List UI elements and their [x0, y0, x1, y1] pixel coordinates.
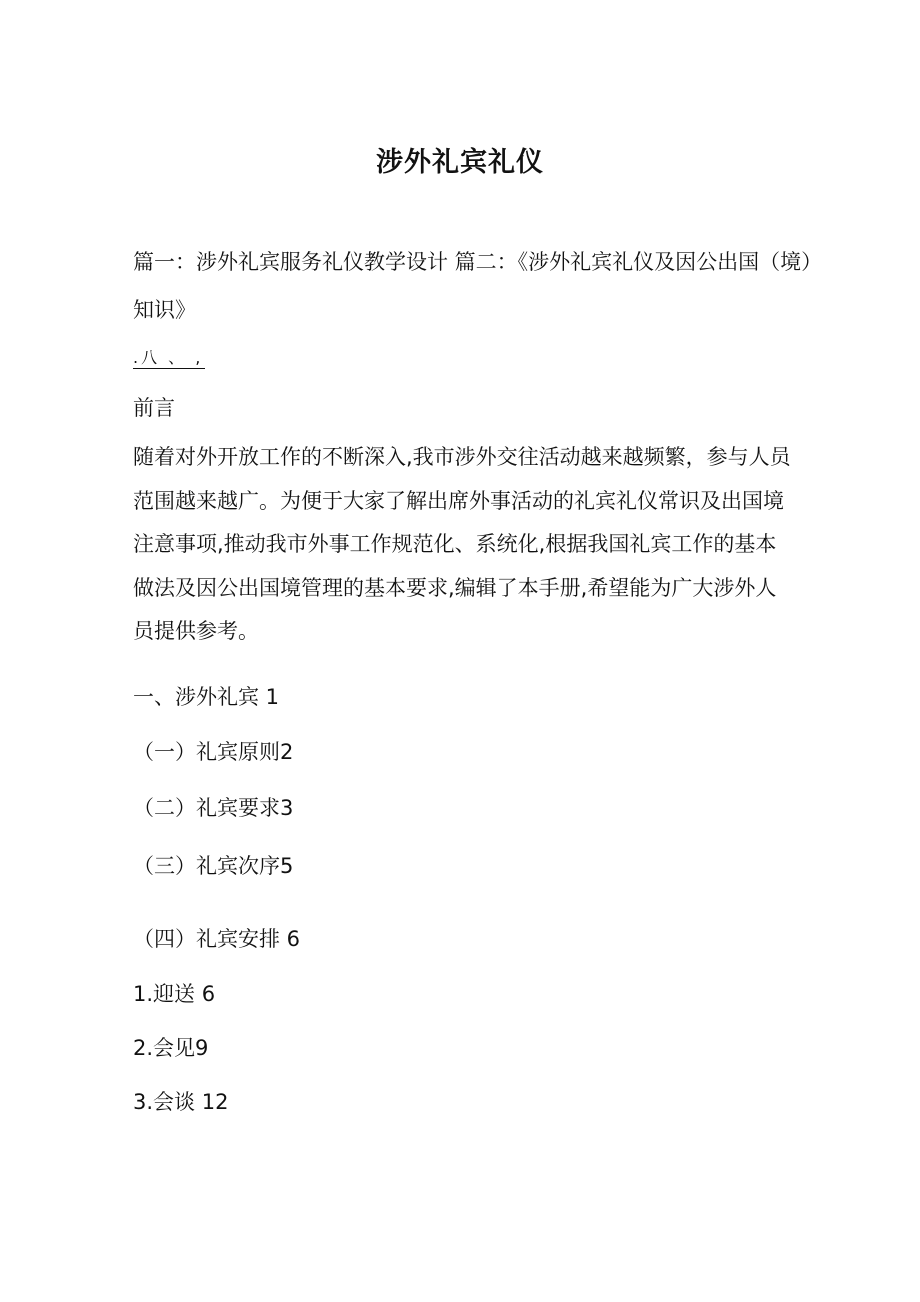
toc-item: （二）礼宾要求3	[133, 796, 294, 820]
toc-item: （四）礼宾安排 6	[133, 927, 301, 951]
toc-item: 3.会谈 12	[133, 1090, 229, 1114]
toc-item: （一）礼宾原则2	[133, 740, 294, 764]
toc-item: 2.会见9	[133, 1036, 209, 1060]
scan-noise-mark: .八 、 ,	[133, 348, 204, 367]
intro-paragraph: 篇一：涉外礼宾服务礼仪教学设计 篇二：《涉外礼宾礼仪及因公出国（境）知识》	[133, 250, 812, 322]
toc-item: （三）礼宾次序5	[133, 854, 294, 878]
toc-item: 1.迎送 6	[133, 982, 216, 1006]
document-title: 涉外礼宾礼仪	[376, 147, 544, 178]
preface-body: 随着对外开放工作的不断深入,我市涉外交往活动越来越频繁，参与人员范围越来越广。为便于大家了解出席外事活动的礼宾礼仪常识及出国境注意事项,推动我市外事工作规范化、系统化,根据我国礼宾工作的基本做法及因公出国境管理的基本要求,编辑了本手册,希望能为广大涉外人员提供参考。	[133, 445, 791, 643]
toc-item: 一、涉外礼宾 1	[133, 685, 280, 709]
preface-heading: 前言	[133, 396, 175, 420]
